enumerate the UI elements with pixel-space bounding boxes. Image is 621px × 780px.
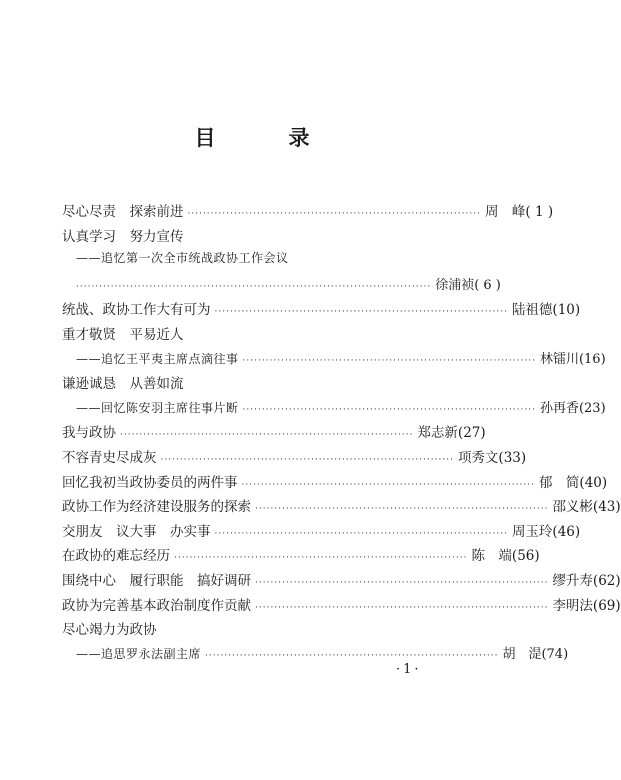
toc-leader-dots: ············································································ — [255, 602, 549, 613]
toc-entry — [62, 495, 621, 520]
toc-entry-title: 尽心尽责 探索前进 — [62, 204, 184, 220]
toc-entry-title: 认真学习 努力宣传 — [62, 228, 184, 245]
toc-entry-title: 谦逊诚恳 从善如流 — [62, 376, 184, 393]
toc-entry-author-page: 邵义彬(43) — [552, 499, 621, 516]
toc-entry — [62, 544, 540, 569]
toc-entry — [62, 446, 527, 471]
toc-leader-dots: ············································································ — [255, 577, 549, 588]
toc-entry-author-page: 孙再香(23) — [539, 400, 606, 416]
toc-entry-title: 统战、政协工作大有可为 — [62, 302, 211, 319]
toc-leader-dots: ···························································································· — [76, 281, 432, 292]
toc-entry-title: 政协为完善基本政治制度作贡献 — [62, 597, 251, 614]
toc-entry — [62, 421, 486, 446]
toc-entry — [62, 298, 581, 323]
toc-leader-dots: ············································································ — [242, 355, 536, 366]
toc-entry — [62, 200, 554, 225]
toc-entry-title: 政协工作为经济建设服务的探索 — [62, 499, 251, 516]
toc-entry-author-page: 缪升寿(62) — [552, 572, 621, 589]
toc-entry-author-page: 徐浦祯( 6 ) — [435, 277, 501, 293]
toc-entry-author-page: 郑志新(27) — [417, 425, 486, 442]
toc-leader-dots: ············································································ — [205, 650, 499, 661]
toc-entry — [62, 569, 621, 594]
toc-entry-author-page: 林镭川(16) — [539, 351, 606, 367]
toc-entry-author-page: 周玉玲(46) — [511, 523, 581, 540]
toc-entry — [62, 471, 608, 496]
toc-leader-dots: ············································································ — [174, 553, 468, 564]
toc-entry-title: ——追忆第一次全市统战政协工作会议 — [76, 251, 289, 266]
toc-entry-title: 尽心竭力为政协 — [62, 622, 157, 639]
toc-entry-title: 交朋友 议大事 办实事 — [62, 523, 211, 540]
toc-entry-author-page: 项秀文(33) — [457, 449, 527, 466]
toc-leader-dots: ············································································ — [187, 209, 481, 219]
toc-leader-dots: ············································································ — [214, 528, 508, 539]
toc-entry — [62, 594, 621, 619]
toc-entry — [62, 372, 450, 397]
toc-leader-dots: ············································································ — [242, 404, 536, 415]
toc-entry-author-page: 郁 简(40) — [538, 474, 608, 491]
toc-leader-dots: ············································································ — [255, 504, 549, 515]
toc-entry — [62, 274, 501, 299]
toc-entry-subtitle — [62, 249, 450, 274]
toc-leader-dots: ············································································ — [160, 454, 454, 465]
toc-entry — [62, 323, 450, 348]
toc-entry-title: ——追忆王平夷主席点滴往事 — [76, 351, 239, 366]
toc-leader-dots: ············································································ — [120, 430, 414, 441]
toc-entry-title: 不容青史尽成灰 — [62, 449, 157, 466]
toc-entry-author-page: 陈 端(56) — [471, 548, 540, 565]
toc-entry-subtitle — [62, 643, 569, 668]
toc-leader-dots: ············································································ — [241, 479, 535, 490]
toc-entry-title: ——回忆陈安羽主席往事片断 — [76, 400, 239, 415]
toc-entry — [62, 520, 581, 545]
toc-entry-author-page: 李明法(69) — [552, 597, 621, 614]
toc-entry-title: 回忆我初当政协委员的两件事 — [62, 474, 238, 491]
toc-entry-title: 在政协的难忘经历 — [62, 548, 170, 565]
toc-entry-title: 围绕中心 履行职能 搞好调研 — [62, 572, 251, 589]
toc-entry-subtitle — [62, 348, 606, 373]
toc-entry-title: 重才敬贤 平易近人 — [62, 326, 184, 343]
page-number: ·1· — [396, 662, 422, 677]
table-of-contents — [62, 200, 621, 667]
toc-entry-subtitle — [62, 397, 606, 422]
toc-entry-author-page: 胡 湜(74) — [502, 646, 569, 662]
toc-entry — [62, 618, 450, 643]
toc-entry-author-page: 陆祖德(10) — [511, 302, 581, 319]
toc-leader-dots: ············································································ — [214, 307, 508, 318]
page-title: 目 录 — [194, 125, 336, 150]
toc-entry-title: ——追思罗永法副主席 — [76, 646, 202, 661]
toc-entry-author-page: 周 峰( 1 ) — [484, 204, 554, 220]
toc-entry-title: 我与政协 — [62, 425, 116, 442]
toc-entry — [62, 225, 450, 250]
